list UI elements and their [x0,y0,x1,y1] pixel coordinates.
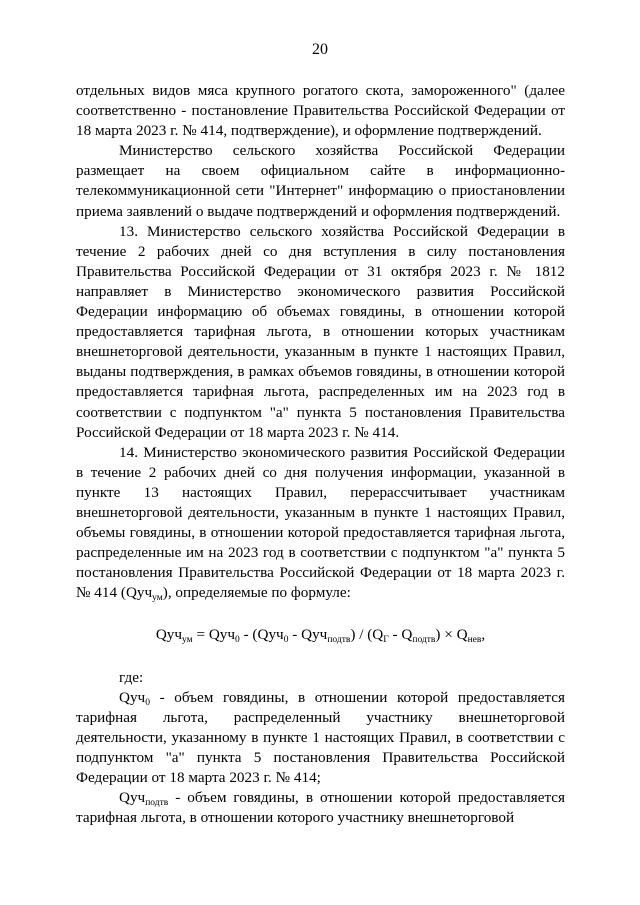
formula-sub: 0 [235,635,240,646]
paragraph-ministry-site: Министерство сельского хозяйства Российской Федерации размещает на своем официальном сайте в информационно-телекоммуникационной сети "Интернет" информацию о приостановлении приема заявлений о выдаче подтверждений и оформления подтверждений. [76,142,565,220]
formula-operator: - [288,626,302,644]
formula [76,625,565,645]
paragraph-14-symbol: Qуч [125,584,153,602]
paragraph-14-text: 14. Министерство экономического развития Российской Федерации в течение 2 рабочих дней со дня получения информации, указанной в пункте 13 настоящих Правил, перерассчитывает участникам внешнеторговой деятельности, указанным в пункте 1 настоящих Правил, объемы говядины, в отношении которой предоставляется тарифная льгота, распределенные им на 2023 год в соответствии с подпунктом "а" пункта 5 постановления Правительства Российской Федерации от 18 марта 2023 г. № 414 ( [76,443,565,602]
formula-term: Q [372,626,384,644]
page-number: 20 [312,41,328,58]
paragraph-14-end: ), определяемые по формуле: [162,584,351,602]
where-label: где: [119,668,144,686]
formula-sub: подтв [412,635,436,646]
formula-term: Q [401,626,413,644]
formula-sub: ум [182,635,193,646]
formula-term: Qуч [301,626,328,644]
formula-sub: подтв [327,635,351,646]
paragraph-14-symbol-sub: ум [152,593,163,604]
formula-operator: ) × [435,626,457,644]
document-body [76,81,565,828]
definition-qu-podtv [76,788,565,828]
formula-term: Qуч [155,626,183,644]
formula-operator: = [192,626,209,644]
definition-symbol-sub: 0 [145,697,150,708]
formula-term: Q [456,626,468,644]
paragraph-13: 13. Министерство сельского хозяйства Российской Федерации в течение 2 рабочих дней со дня вступления в силу постановления Правительства Российской Федерации от 31 октября 2023 г. № 1812 направляет в Министерство экономического развития Российской Федерации информацию об объемах говядины, в отношении которой предоставляется тарифная льгота, в отношении которых участникам внешнеторговой деятельности, указанным в пункте 1 настоящих Правил, выданы подтверждения, в рамках объемов говядины, в отношении которой предоставляется тарифная льгота, распределенных им на 2023 год в соответствии с подпунктом "а" пункта 5 постановления Правительства Российской Федерации от 18 марта 2023 г. № 414. [76,222,565,441]
formula-sub: 0 [283,635,289,646]
definition-text: - объем говядины, в отношении которой предоставляется тарифная льгота, распределенный участнику внешнеторговой деятельности, указанному в пункте 1 настоящих Правил, в соответствии с подпунктом "а" пункта 5 постановления Правительства Российской Федерации от 18 марта 2023 г. № 414; [76,688,565,786]
paragraph-14 [76,443,565,604]
formula-sub: Г [383,635,389,646]
definition-symbol: Qуч [119,688,146,706]
formula-operator: - ( [239,626,258,644]
formula-term: Qуч [257,626,284,644]
definition-symbol: Qуч [119,789,146,807]
definition-symbol-sub: подтв [145,798,169,809]
definition-text: - объем говядины, в отношении которой предоставляется тарифная льгота, в отношении которого участнику внешнеторговой [76,789,565,827]
formula-sub: нев [467,635,482,646]
formula-operator: ) / ( [350,626,373,644]
paragraph-continuation: отдельных видов мяса крупного рогатого скота, замороженного" (далее соответственно - постановление Правительства Российской Федерации от 18 марта 2023 г. № 414, подтверждение), и оформление подтверждений. [76,82,565,140]
formula-term: Qуч [208,626,236,644]
formula-operator: - [388,626,402,644]
formula-operator: , [481,626,486,644]
definition-qu0 [76,688,565,788]
